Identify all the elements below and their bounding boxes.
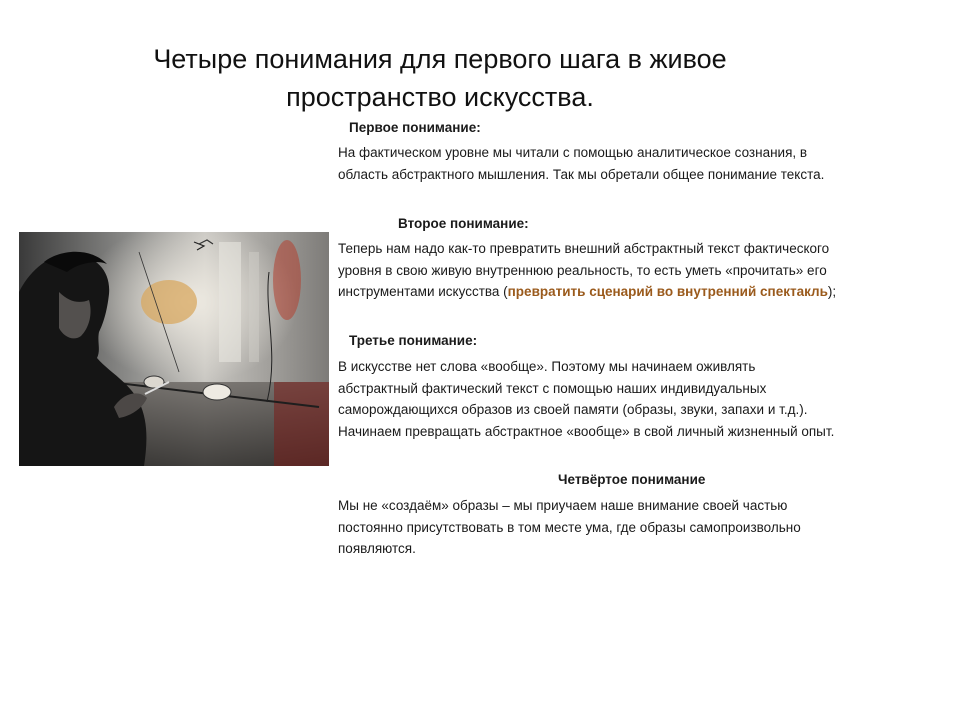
slide-title [0,40,880,116]
section-4-line-2: постоянно присутствовать в том месте ума, где образы самопроизвольно [338,519,801,535]
section-2-body [338,238,948,303]
section-2-line-2: уровня в свою живую внутреннюю реальность, то есть уметь «прочитать» его [338,262,827,278]
section-2-line-3 [338,281,948,303]
section-4-heading: Четвёртое понимание [558,472,706,487]
section-2-line-1: Теперь нам надо как-то превратить внешний абстрактный текст фактического [338,241,830,256]
section-2-line-3-after: ); [827,284,837,299]
section-2-heading: Второе понимание: [398,216,529,231]
section-4-body [338,495,948,560]
section-1-line-1: На фактическом уровне мы читали с помощью аналитическое сознания, в [338,145,808,160]
title-line-1: Четыре понимания для первого шага в живое [153,44,727,74]
section-3-line-3: саморождающихся образов из своей памяти (образы, звуки, запахи и т.д.). [338,402,808,417]
section-3-line-4: Начинаем превращать абстрактное «вообще» в свой личный жизненный опыт. [338,423,835,439]
section-1-line-2: область абстрактного мышления. Так мы обретали общее понимание текста. [338,166,825,182]
section-3-line-2: абстрактный фактический текст с помощью наших индивидуальных [338,380,767,396]
section-2-highlight: превратить сценарий во внутренний спектакль [507,284,828,299]
section-3-heading: Третье понимание: [349,333,478,348]
section-4-line-1: Мы не «создаём» образы – мы приучаем наше внимание своей частью [338,498,788,513]
section-2-line-3-before: инструментами искусства ( [338,284,508,299]
section-1-body [338,142,948,185]
section-3-line-1: В искусстве нет слова «вообще». Поэтому мы начинаем оживлять [338,359,756,374]
section-3-body [338,356,948,442]
section-4-line-3: появляются. [338,541,416,556]
painting-illustration [19,232,329,466]
title-line-2: пространство искусства. [286,82,594,112]
section-1-heading: Первое понимание: [349,120,481,135]
